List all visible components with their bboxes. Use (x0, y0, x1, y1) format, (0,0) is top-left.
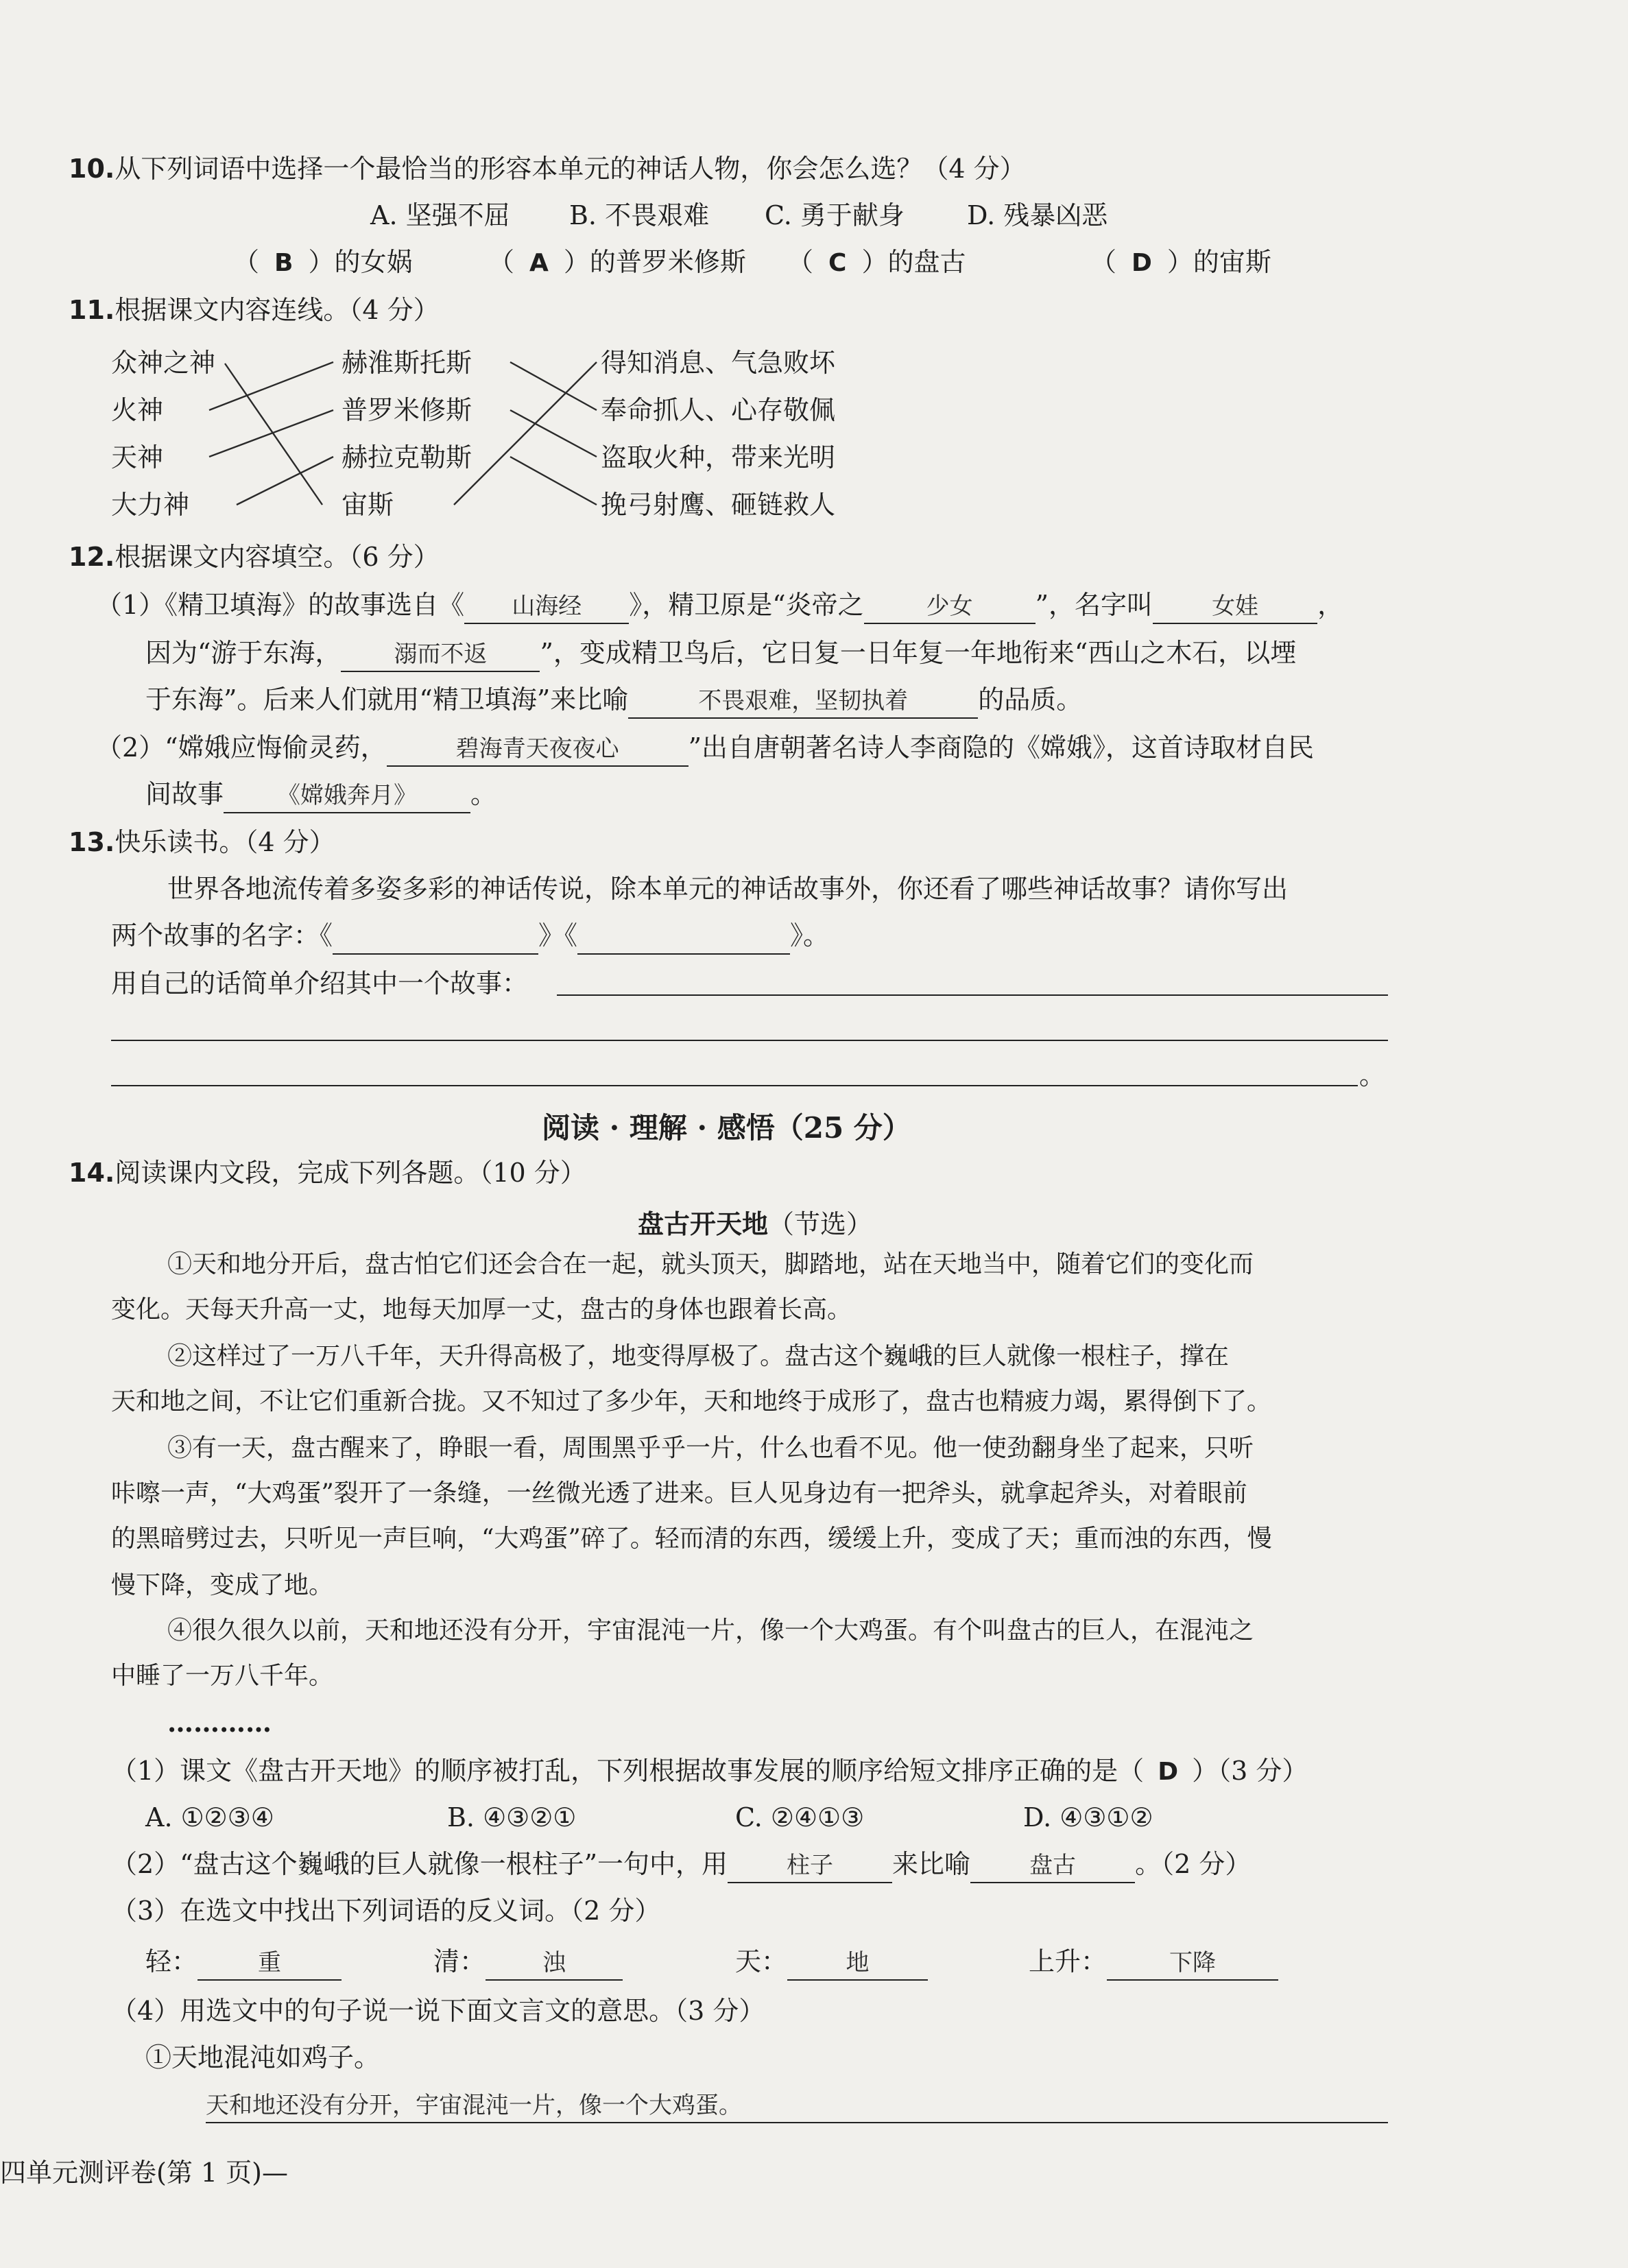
q14-sub-3-pair-3: 天： 地 (735, 1945, 928, 1981)
q14-sub-4-answer-1: 天和地还没有分开，宇宙混沌一片，像一个大鸡蛋。 (206, 2092, 742, 2119)
q14-sub-3-answer-4: 下降 (1107, 1946, 1278, 1981)
q12-answer-3: 女娃 (1153, 590, 1317, 624)
q11-middle-1: 赫淮斯托斯 (342, 348, 472, 378)
q11-line-prometheus (209, 410, 333, 457)
q13-answer-line-3[interactable] (111, 1085, 1358, 1086)
q11-matching-lines (0, 0, 1628, 617)
q11-right-3: 盗取火种，带来光明 (601, 442, 836, 473)
q14-sub-2-answer-2: 盘古 (970, 1849, 1135, 1883)
q11-middle-2: 普罗米修斯 (342, 395, 472, 425)
q12-answer-4: 溺而不返 (341, 638, 540, 672)
story-line-9: ④很久很久以前，天和地还没有分开，宇宙混沌一片，像一个大鸡蛋。有个叫盘古的巨人，在混沌之 (167, 1616, 1254, 1645)
q13-answer-line-1[interactable] (557, 994, 1388, 996)
q11-left-1: 众神之神 (111, 348, 216, 378)
q10-blank-3: （ C ）的盘古 (787, 247, 966, 277)
q14-sub-3-answer-1: 重 (197, 1946, 342, 1981)
q11-middle-3: 赫拉克勒斯 (342, 442, 472, 473)
story-line-8: 慢下降，变成了地。 (111, 1571, 334, 1599)
story-line-3: ②这样过了一万八千年，天升得高极了，地变得厚极了。盘古这个巍峨的巨人就像一根柱子，撑在 (167, 1342, 1230, 1370)
q13-line-3: 用自己的话简单介绍其中一个故事： (111, 968, 529, 999)
q10-blank-2: （ A ）的普罗米修斯 (488, 247, 746, 277)
q14-sub-1-options (145, 1801, 1153, 1834)
story-line-6: 咔嚓一声，“大鸡蛋”裂开了一条缝，一丝微光透了进来。巨人见身边有一把斧头，就拿起斧头，对着眼前 (111, 1479, 1247, 1507)
q12-answer-5: 不畏艰难，坚韧执着 (628, 684, 978, 719)
q13-end-mark: 。 (1359, 1060, 1386, 1090)
story-line-4: 天和地之间，不让它们重新合拢。又不知过了多少年，天和地终于成形了，盘古也精疲力竭，累得倒下了。 (111, 1387, 1272, 1416)
q11-right-4: 挽弓射鹰、砸链救人 (601, 490, 836, 520)
story-line-10: 中睡了一万八千年。 (111, 1662, 334, 1690)
q10-option-b: B. 不畏艰难 (569, 200, 710, 230)
q13-number: 13. (69, 827, 115, 857)
q12-line-3: 于东海”。后来人们就用“精卫填海”来比喻 不畏艰难，坚韧执着 的品质。 (145, 683, 1082, 719)
q14-sub-2: （2）“盘古这个巍峨的巨人就像一根柱子”一句中，用 柱子 来比喻 盘古 。（2 分） (111, 1848, 1251, 1883)
q10-prompt-text: 从下列词语中选择一个最恰当的形容本单元的神话人物，你会怎么选？（4 分） (115, 154, 1026, 184)
q10-option-c: C. 勇于献身 (765, 200, 905, 230)
q12-prompt (69, 540, 440, 573)
q14-sub-3-pair-2: 清： 浊 (433, 1945, 623, 1981)
q11-line-hephaestus (209, 362, 333, 410)
q13-line-1: 世界各地流传着多姿多彩的神话传说，除本单元的神话故事外，你还看了哪些神话故事？请你写出 (167, 874, 1289, 904)
story-title-sub: （节选） (768, 1209, 873, 1239)
q14-sub-3-answer-2: 浊 (486, 1946, 623, 1981)
q13-story-name-1[interactable] (333, 920, 538, 955)
q14-sub-3-answer-3: 地 (787, 1946, 928, 1981)
q11-line-m2 (510, 410, 597, 457)
q13-prompt-text: 快乐读书。（4 分） (115, 827, 335, 857)
q10-blank-4: （ D ）的宙斯 (1090, 247, 1271, 277)
q10-option-a: A. 坚强不屈 (370, 200, 510, 230)
section-title: 阅读 · 理解 · 感悟（25 分） (542, 1111, 911, 1145)
q12-line-2: 因为“游于东海， 溺而不返 ”，变成精卫鸟后，它日复一日年复一年地衔来“西山之木石，以堙 (145, 636, 1296, 672)
q10-answer-1: B (274, 249, 294, 277)
q14-number: 14. (69, 1158, 115, 1188)
q12-line-5: 间故事 《嫦娥奔月》 。 (145, 778, 496, 813)
q11-prompt-text: 根据课文内容连线。（4 分） (115, 295, 440, 325)
q14-prompt (69, 1156, 586, 1189)
q13-prompt (69, 826, 335, 859)
story-line-2: 变化。天每天升高一丈，地每天加厚一丈，盘古的身体也跟着长高。 (111, 1296, 852, 1324)
q10-answer-4: D (1132, 249, 1152, 277)
story-line-1: ①天和地分开后，盘古怕它们还会合在一起，就头顶天，脚踏地，站在天地当中，随着它们的变化而 (167, 1250, 1254, 1278)
q11-line-m1 (510, 362, 597, 410)
q10-answer-2: A (529, 249, 549, 277)
q14-sub-1: （1）课文《盘古开天地》的顺序被打乱，下列根据故事发展的顺序给短文排序正确的是（ D ）（3 分） (111, 1756, 1308, 1786)
q12-number: 12. (69, 542, 115, 572)
q13-story-name-2[interactable] (577, 920, 790, 955)
q10-number: 10. (69, 154, 115, 184)
q12-answer-2: 少女 (864, 590, 1036, 624)
page-footer: 四单元测评卷(第 1 页)— (0, 2158, 288, 2188)
q11-left-4: 大力神 (111, 490, 190, 520)
q11-line-m4 (454, 362, 597, 505)
q14-sub-3: （3）在选文中找出下列词语的反义词。（2 分） (111, 1896, 661, 1926)
q14-option-a: A. ①②③④ (145, 1802, 274, 1833)
q14-option-b: B. ④③②① (447, 1802, 577, 1833)
q14-option-c: C. ②④①③ (735, 1802, 865, 1833)
q11-line-m3 (510, 457, 597, 505)
q11-right-1: 得知消息、气急败坏 (601, 348, 836, 378)
story-line-5: ③有一天，盘古醒来了，睁眼一看，周围黑乎乎一片，什么也看不见。他一使劲翻身坐了起来，只听 (167, 1434, 1254, 1462)
q12-prompt-text: 根据课文内容填空。（6 分） (115, 542, 440, 572)
q11-left-3: 天神 (111, 442, 164, 473)
story-title-main: 盘古开天地 (638, 1208, 769, 1239)
q11-line-heracles (237, 457, 333, 505)
story-title (638, 1203, 872, 1241)
q11-left-2: 火神 (111, 395, 164, 425)
q14-sub-3-pair-4: 上升： 下降 (1029, 1945, 1278, 1981)
q14-sub-3-pair-1: 轻： 重 (145, 1945, 342, 1981)
q12-answer-6: 碧海青天夜夜心 (387, 732, 689, 767)
q14-option-d: D. ④③①② (1023, 1802, 1153, 1833)
q14-sub-1-answer: D (1158, 1758, 1179, 1786)
q10-blank-1: （ B ）的女娲 (233, 247, 413, 277)
q14-sub-4-question-1: ①天地混沌如鸡子。 (145, 2042, 381, 2073)
q13-line-2: 两个故事的名字：《 》《 》。 (111, 919, 829, 955)
q13-answer-line-2[interactable] (111, 1040, 1388, 1041)
q11-right-2: 奉命抓人、心存敬佩 (601, 395, 836, 425)
q10-answer-3: C (828, 249, 847, 277)
q12-answer-1: 山海经 (464, 590, 629, 624)
q11-middle-4: 宙斯 (342, 490, 394, 520)
story-line-7: 的黑暗劈过去，只听见一声巨响，“大鸡蛋”碎了。轻而清的东西，缓缓上升，变成了天；重而浊的东西，慢 (111, 1525, 1272, 1553)
q14-prompt-text: 阅读课内文段，完成下列各题。（10 分） (115, 1158, 586, 1188)
q10-option-d: D. 残暴凶恶 (967, 200, 1108, 230)
q14-sub-2-answer-1: 柱子 (728, 1849, 892, 1883)
q12-answer-7: 《嫦娥奔月》 (224, 779, 470, 813)
q11-number: 11. (69, 295, 115, 325)
q14-sub-4-answer-line[interactable] (206, 2122, 1388, 2123)
story-ellipsis: ………… (167, 1707, 272, 1738)
q12-line-1: （1）《精卫填海》的故事选自《 山海经 》，精卫原是“炎帝之 少女 ”，名字叫 女娃 ， (96, 588, 1343, 624)
q12-line-4: （2）“嫦娥应悔偷灵药， 碧海青天夜夜心 ”出自唐朝著名诗人李商隐的《嫦娥》，这首诗取材自民 (96, 731, 1314, 767)
q14-sub-4: （4）用选文中的句子说一说下面文言文的意思。（3 分） (111, 1996, 765, 2026)
